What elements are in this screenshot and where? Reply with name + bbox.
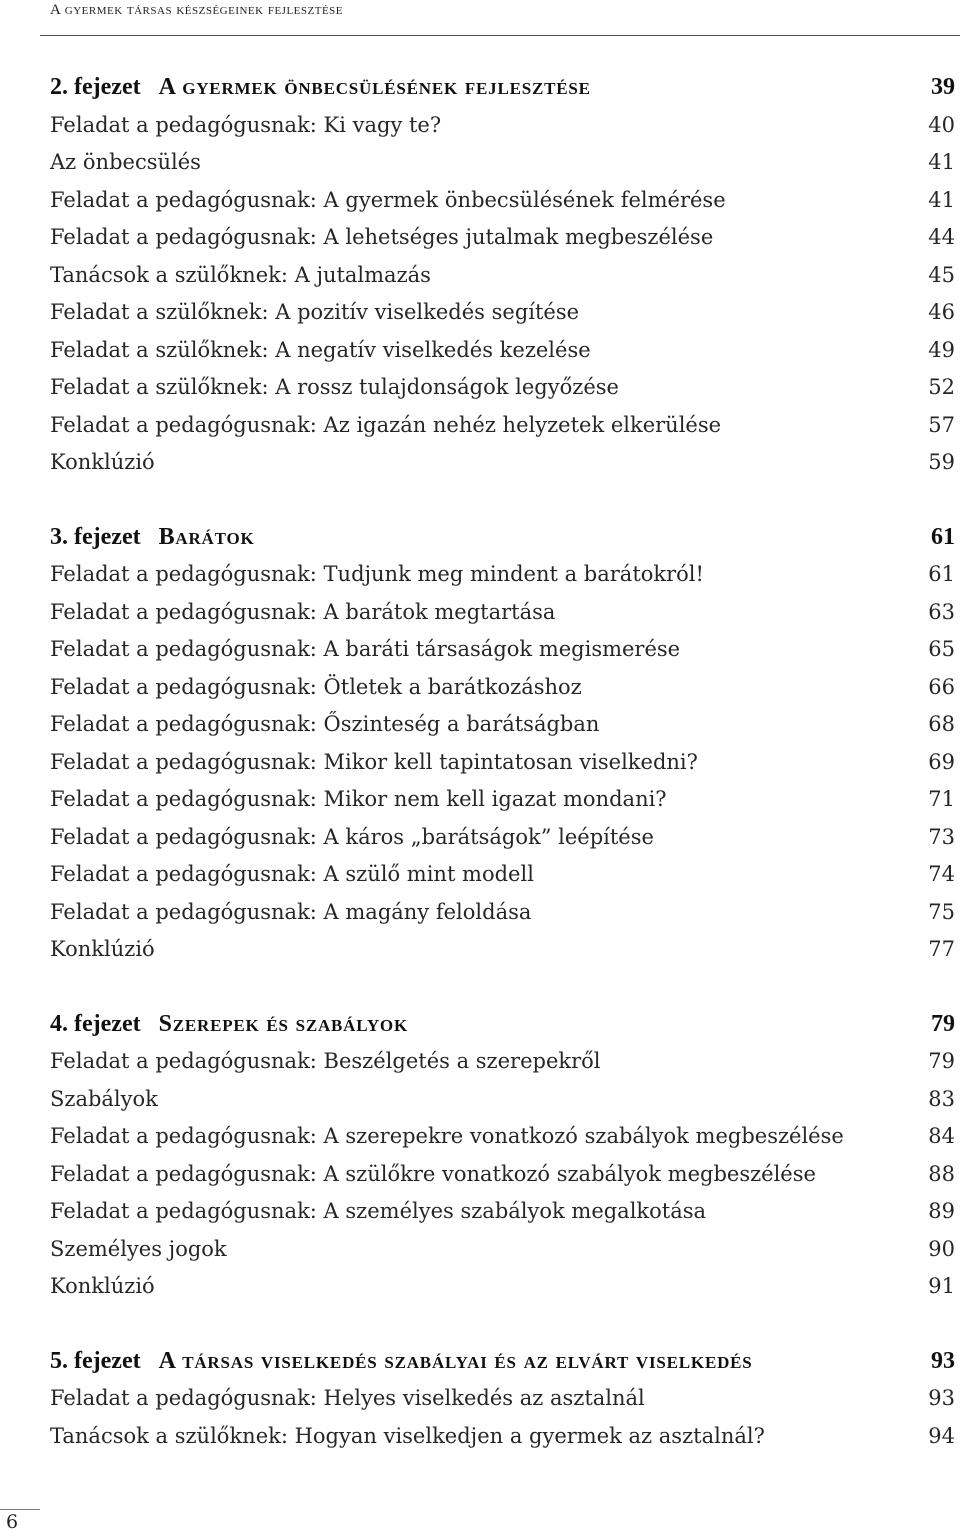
toc-entry-page: 49 (928, 337, 955, 362)
chapter-heading[interactable] (50, 1343, 955, 1381)
toc-entry-title: Feladat a pedagógusnak: A lehetséges jutalmak megbeszélése (50, 225, 714, 249)
toc-entry-page: 65 (928, 637, 955, 661)
chapter-heading[interactable] (50, 1006, 955, 1044)
toc-entry-title: Feladat a pedagógusnak: Az igazán nehéz helyzetek elkerülése (50, 412, 722, 437)
toc-entry-page: 73 (928, 824, 955, 849)
toc-entry[interactable] (50, 856, 955, 894)
toc-entry-title: Konklúzió (50, 937, 155, 961)
toc-entry[interactable] (50, 631, 955, 669)
toc-entry-page: 68 (928, 712, 955, 736)
chapter-number: 3. fejezet (50, 523, 141, 550)
toc-entry[interactable] (50, 1043, 955, 1081)
toc-entry-title: Feladat a pedagógusnak: A gyermek önbecsülésének felmérése (50, 187, 726, 212)
chapter-heading[interactable] (50, 69, 955, 107)
chapter-number: 2. fejezet (50, 74, 141, 100)
toc-entry-page: 71 (928, 787, 955, 811)
toc-entry[interactable] (50, 407, 955, 445)
toc-entry-title: Feladat a pedagógusnak: Beszélgetés a szerepekről (50, 1049, 601, 1073)
page-number: 6 (6, 1511, 19, 1533)
toc-entry-title: Konklúzió (50, 450, 155, 474)
toc-entry[interactable] (50, 369, 955, 407)
toc-entry-title: Feladat a pedagógusnak: Ötletek a barátkozáshoz (50, 674, 582, 699)
toc-entry-page: 46 (928, 300, 955, 324)
chapter-title-group (50, 1006, 408, 1044)
chapter-title: Barátok (158, 523, 255, 550)
toc-entry-page: 41 (928, 150, 955, 174)
toc-entry-page: 74 (928, 862, 955, 886)
toc-entry[interactable] (50, 1156, 955, 1194)
toc-entry-title: Feladat a szülőknek: A negatív viselkedés kezelése (50, 337, 591, 362)
toc-entry-page: 45 (928, 262, 955, 287)
toc-entry[interactable] (50, 706, 955, 744)
toc-entry-title: Feladat a pedagógusnak: A magány feloldása (50, 899, 532, 924)
chapter-page: 93 (931, 1347, 955, 1374)
toc-entry-title: Feladat a szülőknek: A rossz tulajdonságok legyőzése (50, 375, 619, 399)
toc-entry-title: Feladat a pedagógusnak: A szülőkre vonatkozó szabályok megbeszélése (50, 1161, 816, 1186)
chapter-number: 5. fejezet (50, 1347, 141, 1374)
running-head: A gyermek társas készségeinek fejlesztése (50, 2, 344, 18)
toc-entry-title: Feladat a szülőknek: A pozitív viselkedés segítése (50, 300, 580, 324)
toc-entry[interactable] (50, 1193, 955, 1231)
table-of-contents (50, 69, 955, 1492)
chapter-block (50, 519, 955, 969)
toc-entry[interactable] (50, 931, 955, 969)
chapter-title: A gyermek önbecsülésének fejlesztése (158, 74, 591, 100)
toc-entry-title: Személyes jogok (50, 1236, 227, 1261)
toc-entry-page: 44 (928, 225, 955, 249)
chapter-title-group (50, 519, 255, 557)
toc-entry[interactable] (50, 107, 955, 145)
toc-entry-page: 94 (928, 1423, 955, 1448)
toc-entry-title: Feladat a pedagógusnak: Őszinteség a barátságban (50, 712, 600, 736)
toc-entry-page: 88 (928, 1161, 955, 1186)
toc-entry-title: Feladat a pedagógusnak: A személyes szabályok megalkotása (50, 1199, 707, 1223)
chapter-block (50, 1006, 955, 1306)
toc-entry-page: 66 (928, 674, 955, 699)
toc-entry-page: 57 (928, 412, 955, 437)
toc-entry-title: Feladat a pedagógusnak: Helyes viselkedés az asztalnál (50, 1386, 645, 1410)
toc-entry[interactable] (50, 781, 955, 819)
toc-entry-title: Tanácsok a szülőknek: A jutalmazás (50, 262, 431, 287)
toc-entry[interactable] (50, 257, 955, 295)
toc-entry[interactable] (50, 294, 955, 332)
toc-entry-page: 84 (928, 1124, 955, 1148)
toc-entry-title: Feladat a pedagógusnak: Mikor nem kell igazat mondani? (50, 787, 667, 811)
toc-entry-title: Feladat a pedagógusnak: Mikor kell tapintatosan viselkedni? (50, 749, 698, 774)
chapter-number: 4. fejezet (50, 1010, 141, 1037)
chapter-block (50, 69, 955, 482)
toc-entry[interactable] (50, 219, 955, 257)
toc-entry[interactable] (50, 444, 955, 482)
toc-entry-page: 69 (928, 749, 955, 774)
toc-entry-page: 77 (928, 937, 955, 961)
toc-entry[interactable] (50, 669, 955, 707)
toc-entry[interactable] (50, 556, 955, 594)
toc-entry-title: Feladat a pedagógusnak: A szerepekre vonatkozó szabályok megbeszélése (50, 1124, 844, 1148)
chapter-page: 61 (931, 523, 955, 550)
toc-entry[interactable] (50, 819, 955, 857)
chapter-page: 79 (931, 1010, 955, 1037)
toc-entry-title: Feladat a pedagógusnak: A baráti társaságok megismerése (50, 637, 681, 661)
toc-entry[interactable] (50, 1380, 955, 1418)
toc-entry-page: 61 (928, 562, 955, 586)
toc-entry[interactable] (50, 1268, 955, 1306)
toc-entry[interactable] (50, 894, 955, 932)
toc-entry-title: Az önbecsülés (50, 150, 201, 174)
toc-entry-title: Konklúzió (50, 1274, 155, 1298)
toc-entry[interactable] (50, 332, 955, 370)
toc-entry[interactable] (50, 1418, 955, 1456)
chapter-title-group (50, 69, 591, 107)
chapter-page: 39 (931, 74, 955, 100)
toc-entry-title: Feladat a pedagógusnak: Tudjunk meg mindent a barátokról! (50, 562, 704, 586)
footer-rule (0, 1509, 40, 1510)
header-rule (40, 35, 960, 36)
toc-entry-page: 79 (928, 1049, 955, 1073)
toc-entry[interactable] (50, 1118, 955, 1156)
chapter-heading[interactable] (50, 519, 955, 557)
toc-entry-page: 52 (928, 375, 955, 399)
toc-entry-page: 63 (928, 599, 955, 624)
toc-entry-page: 91 (928, 1274, 955, 1298)
toc-entry[interactable] (50, 182, 955, 220)
toc-entry-title: Szabályok (50, 1086, 158, 1111)
toc-entry-page: 89 (928, 1199, 955, 1223)
chapter-title-group (50, 1343, 753, 1381)
chapter-title: A társas viselkedés szabályai és az elvárt viselkedés (158, 1347, 753, 1374)
toc-entry-title: Feladat a pedagógusnak: A szülő mint modell (50, 862, 534, 886)
toc-entry-page: 75 (928, 899, 955, 924)
toc-entry-page: 83 (928, 1086, 955, 1111)
toc-entry-page: 93 (928, 1386, 955, 1410)
toc-entry-page: 90 (928, 1236, 955, 1261)
toc-entry-title: Feladat a pedagógusnak: A barátok megtartása (50, 599, 556, 624)
toc-entry[interactable] (50, 594, 955, 632)
toc-entry[interactable] (50, 144, 955, 182)
toc-entry-page: 59 (928, 450, 955, 474)
toc-entry-title: Tanácsok a szülőknek: Hogyan viselkedjen a gyermek az asztalnál? (50, 1423, 765, 1448)
toc-entry-title: Feladat a pedagógusnak: Ki vagy te? (50, 112, 442, 137)
chapter-title: Szerepek és szabályok (158, 1010, 408, 1037)
toc-entry-page: 41 (928, 187, 955, 212)
toc-entry[interactable] (50, 744, 955, 782)
chapter-block (50, 1343, 955, 1456)
toc-entry[interactable] (50, 1081, 955, 1119)
toc-entry-title: Feladat a pedagógusnak: A káros „barátságok” leépítése (50, 824, 654, 849)
toc-entry-page: 40 (928, 112, 955, 137)
toc-entry[interactable] (50, 1231, 955, 1269)
